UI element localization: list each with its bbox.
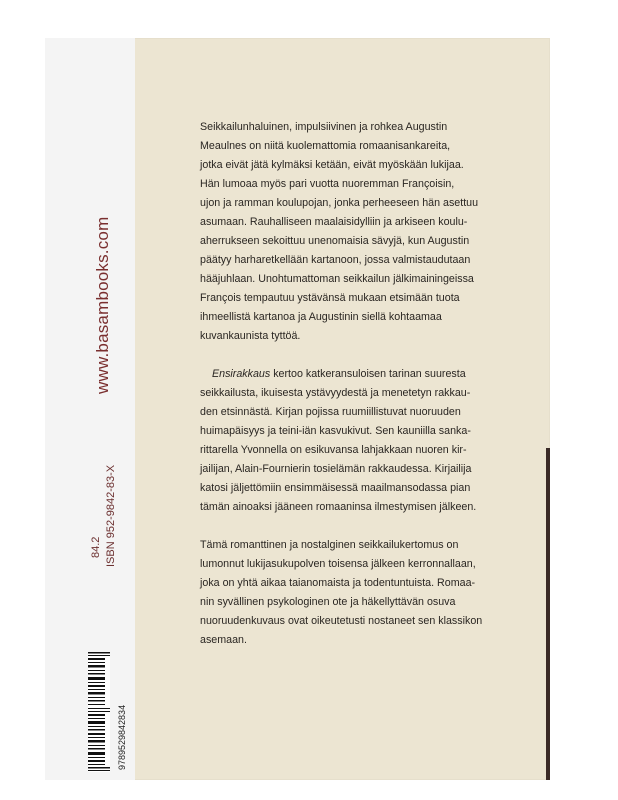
blurb-paragraph-2 xyxy=(200,365,535,517)
barcode-icon xyxy=(88,652,110,772)
blurb-line: seikkailusta, ikuisesta ystävyydestä ja menetetyn rakkau- xyxy=(200,387,471,399)
blurb-line: ihmeellistä kartanoa ja Augustinin siellä kohtaamaa xyxy=(200,311,442,323)
blurb-line: kuvankaunista tyttöä. xyxy=(200,330,301,342)
blurb-line: Meaulnes on niitä kuolemattomia romaanisankareita, xyxy=(200,140,451,152)
blurb-line xyxy=(200,365,535,384)
blurb-line: hääjuhlaan. Unohtumattoman seikkailun jälkimainingeissa xyxy=(200,273,474,285)
publisher-website: www.basambooks.com xyxy=(93,216,112,394)
blurb-paragraph-1 xyxy=(200,118,535,346)
barcode xyxy=(88,652,110,772)
blurb-line: nuoruudenkuvaus ovat oikeutetusti nostaneet sen klassikon xyxy=(200,615,483,627)
blurb-line: Tämä romanttinen ja nostalginen seikkailukertomus on xyxy=(200,539,459,551)
blurb-line: asemaan. xyxy=(200,634,247,646)
blurb-line-rest: kertoo katkeransuloisen tarinan suuresta xyxy=(270,368,466,380)
blurb-line: jotka eivät jätä kylmäksi ketään, eivät myöskään lukijaa. xyxy=(200,159,464,171)
isbn-number: ISBN 952-9842-83-X xyxy=(105,464,117,567)
blurb-line: huimapäisyys ja teini-iän kasvukivut. Sen kauniilla sanka- xyxy=(200,425,471,437)
blurb-line: joka on yhtä aikaa taianomaista ja todentuntuista. Romaa- xyxy=(200,577,476,589)
blurb-text xyxy=(200,118,535,669)
blurb-line: tämän ainoaksi jääneen romaaninsa ilmestymisen jälkeen. xyxy=(200,501,477,513)
cover-edge xyxy=(546,448,550,780)
blurb-line: lumonnut lukijasukupolven toisensa jälkeen kerronnallaan, xyxy=(200,558,476,570)
blurb-line: jailijan, Alain-Fournierin tosielämän rakkaudessa. Kirjailija xyxy=(200,463,472,475)
blurb-line: nin syvällinen psykologinen ote ja häkellyttävän osuva xyxy=(200,596,456,608)
barcode-digits: 9789529842834 xyxy=(117,704,127,770)
blurb-paragraph-3 xyxy=(200,536,535,650)
blurb-line: päätyy harharetkellään kartanoon, jossa valmistaudutaan xyxy=(200,254,471,266)
book-title: Ensirakkaus xyxy=(212,368,271,380)
classification-code: 84.2 xyxy=(90,536,102,558)
blurb-line: François tempautuu ystävänsä mukaan etsimään tuota xyxy=(200,292,460,304)
blurb-line: Seikkailunhaluinen, impulsiivinen ja rohkea Augustin xyxy=(200,121,448,133)
blurb-line: asumaan. Rauhalliseen maalaisidylliin ja arkiseen koulu- xyxy=(200,216,468,228)
blurb-line: rittarella Yvonnella on esikuvansa lahjakkaan nuoren kir- xyxy=(200,444,467,456)
blurb-line: ujon ja ramman koulupojan, jonka perheeseen hän asettuu xyxy=(200,197,479,209)
blurb-line: den etsinnästä. Kirjan pojissa ruumiillistuvat nuoruuden xyxy=(200,406,461,418)
blurb-line: Hän lumoaa myös pari vuotta nuoremman Françoisin, xyxy=(200,178,455,190)
blurb-line: aherrukseen sekoittuu unenomaisia sävyjä, kun Augustin xyxy=(200,235,470,247)
blurb-line: katosi jäljettömiin ensimmäisessä maailmansodassa pian xyxy=(200,482,471,494)
